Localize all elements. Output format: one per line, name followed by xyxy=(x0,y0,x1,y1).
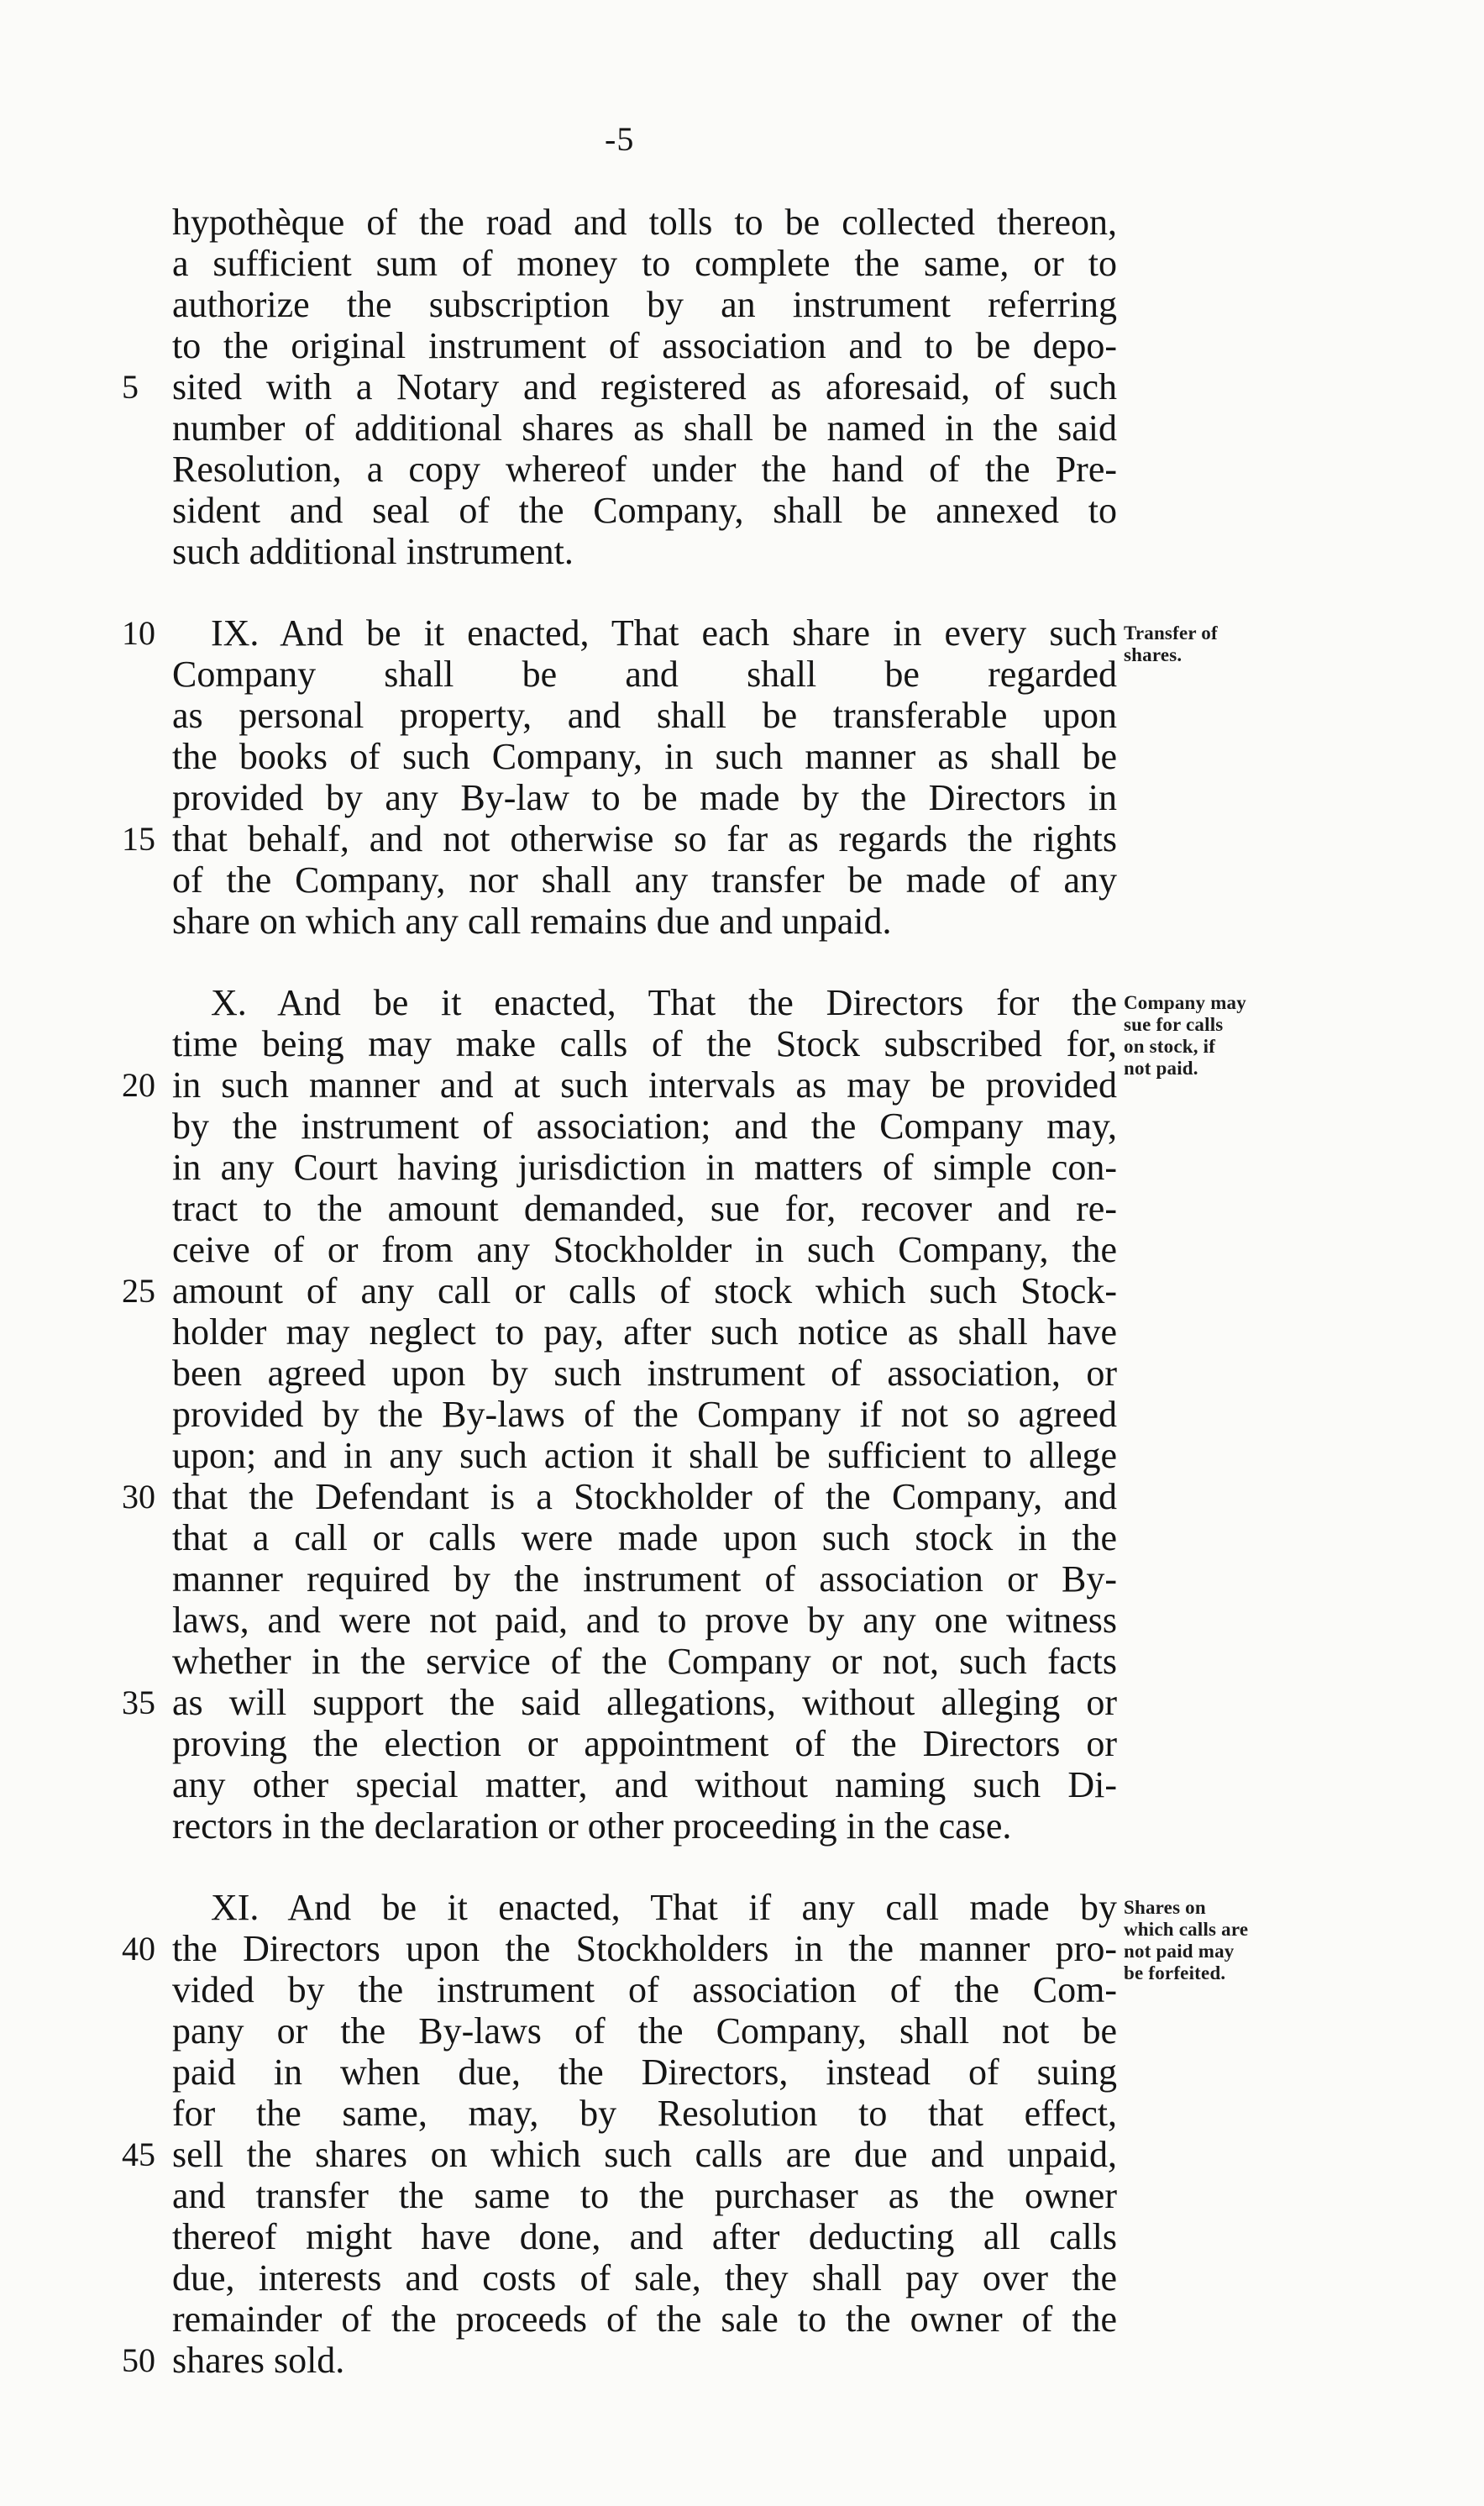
line-text: number of additional shares as shall be named in the said xyxy=(172,407,1117,449)
text-line xyxy=(172,1229,1117,1270)
line-text: by the instrument of association; and the Company may, xyxy=(172,1106,1117,1147)
line-text: in any Court having jurisdiction in matters of simple con- xyxy=(172,1147,1117,1188)
text-line xyxy=(172,531,1117,572)
text-line xyxy=(172,1558,1117,1600)
line-text: due, interests and costs of sale, they shall pay over the xyxy=(172,2257,1117,2298)
line-text: the books of such Company, in such manner as shall be xyxy=(172,736,1117,777)
page-number: -5 xyxy=(605,120,635,158)
line-text: provided by any By-law to be made by the Directors in xyxy=(172,777,1117,818)
line-number: 10 xyxy=(122,614,155,652)
text-line xyxy=(172,1435,1117,1476)
line-number: 45 xyxy=(122,2136,155,2173)
margin-note-line: on stock, if xyxy=(1124,1036,1216,1057)
line-text: sell the shares on which such calls are due and unpaid, xyxy=(172,2134,1117,2175)
line-text: as personal property, and shall be transferable upon xyxy=(172,695,1117,736)
margin-note-line: Shares on xyxy=(1124,1897,1206,1918)
text-line xyxy=(172,1641,1117,1682)
line-text: laws, and were not paid, and to prove by any one witness xyxy=(172,1600,1117,1641)
line-text: ceive of or from any Stockholder in such Company, the xyxy=(172,1229,1117,1270)
body-text xyxy=(122,202,1117,2381)
text-line xyxy=(172,1764,1117,1805)
text-line xyxy=(172,901,1117,942)
text-line xyxy=(172,1147,1117,1188)
margin-note-line: not paid. xyxy=(1124,1058,1198,1079)
text-line xyxy=(122,1476,1117,1517)
text-line xyxy=(172,859,1117,901)
text-line xyxy=(172,1394,1117,1435)
margin-note-line: shares. xyxy=(1124,644,1182,665)
text-line xyxy=(172,2175,1117,2216)
text-line xyxy=(172,490,1117,531)
line-text: provided by the By-laws of the Company if not so agreed xyxy=(172,1394,1117,1435)
line-text: any other special matter, and without naming such Di- xyxy=(172,1764,1117,1805)
margin-note-line: be forfeited. xyxy=(1124,1962,1226,1983)
text-line xyxy=(172,325,1117,366)
text-line xyxy=(122,2134,1117,2175)
line-text: rectors in the declaration or other proceeding in the case. xyxy=(172,1805,1012,1847)
line-text: sited with a Notary and registered as aforesaid, of such xyxy=(172,366,1117,407)
text-line xyxy=(172,736,1117,777)
line-text: upon; and in any such action it shall be sufficient to allege xyxy=(172,1435,1117,1476)
line-number: 15 xyxy=(122,820,155,858)
text-line xyxy=(172,2257,1117,2298)
text-line xyxy=(122,1682,1117,1723)
section-gap xyxy=(172,572,1117,612)
line-text: holder may neglect to pay, after such notice as shall have xyxy=(172,1311,1117,1353)
line-text: whether in the service of the Company or not, such facts xyxy=(172,1641,1117,1682)
line-text: of the Company, nor shall any transfer be made of any xyxy=(172,859,1117,901)
line-text: been agreed upon by such instrument of association, or xyxy=(172,1353,1117,1394)
text-line xyxy=(172,1311,1117,1353)
margin-note-line: Transfer of xyxy=(1124,623,1218,644)
line-number: 30 xyxy=(122,1478,155,1516)
line-text: that the Defendant is a Stockholder of the Company, and xyxy=(172,1476,1117,1517)
text-line xyxy=(172,2216,1117,2257)
line-text: share on which any call remains due and unpaid. xyxy=(172,901,892,942)
text-line xyxy=(172,2052,1117,2093)
line-text: hypothèque of the road and tolls to be collected thereon, xyxy=(172,202,1117,243)
line-text: vided by the instrument of association of the Com- xyxy=(172,1969,1117,2010)
line-text: XI. And be it enacted, That if any call made by xyxy=(211,1887,1117,1928)
text-line xyxy=(172,1106,1117,1147)
line-text: remainder of the proceeds of the sale to the owner of the xyxy=(172,2298,1117,2340)
text-line xyxy=(172,1517,1117,1558)
margin-note-line: Company may xyxy=(1124,992,1246,1013)
text-line xyxy=(172,2010,1117,2052)
line-number: 5 xyxy=(122,368,139,406)
line-text: manner required by the instrument of association or By- xyxy=(172,1558,1117,1600)
line-text: a sufficient sum of money to complete the same, or to xyxy=(172,243,1117,284)
line-number: 25 xyxy=(122,1272,155,1310)
margin-note-line: not paid may xyxy=(1124,1941,1235,1962)
text-line xyxy=(172,1723,1117,1764)
line-text: X. And be it enacted, That the Directors for the xyxy=(211,982,1117,1023)
text-line xyxy=(172,695,1117,736)
line-text: tract to the amount demanded, sue for, recover and re- xyxy=(172,1188,1117,1229)
line-text: proving the election or appointment of the Directors or xyxy=(172,1723,1117,1764)
line-text: thereof might have done, and after deducting all calls xyxy=(172,2216,1117,2257)
line-text: that behalf, and not otherwise so far as regards the rights xyxy=(172,818,1117,859)
text-line xyxy=(172,1805,1117,1847)
text-line xyxy=(122,2340,1117,2381)
line-number: 35 xyxy=(122,1684,155,1721)
text-line xyxy=(172,777,1117,818)
line-text: sident and seal of the Company, shall be annexed to xyxy=(172,490,1117,531)
line-text: shares sold. xyxy=(172,2340,345,2381)
text-line xyxy=(122,1928,1117,1969)
text-line xyxy=(172,1600,1117,1641)
text-line xyxy=(172,654,1117,695)
text-line xyxy=(172,243,1117,284)
line-text: authorize the subscription by an instrument referring xyxy=(172,284,1117,325)
line-text: such additional instrument. xyxy=(172,531,574,572)
text-line xyxy=(172,407,1117,449)
line-number: 20 xyxy=(122,1066,155,1104)
section-gap xyxy=(172,1847,1117,1887)
margin-note-line: which calls are xyxy=(1124,1919,1249,1940)
section-gap xyxy=(172,942,1117,982)
margin-note xyxy=(1124,992,1300,1080)
line-text: time being may make calls of the Stock subscribed for, xyxy=(172,1023,1117,1064)
line-text: Company shall be and shall be regarded xyxy=(172,654,1117,695)
text-line xyxy=(172,2298,1117,2340)
line-text: the Directors upon the Stockholders in the manner pro- xyxy=(172,1928,1117,1969)
text-line xyxy=(172,982,1117,1023)
line-text: pany or the By-laws of the Company, shall not be xyxy=(172,2010,1117,2052)
line-text: IX. And be it enacted, That each share in every such xyxy=(211,612,1117,654)
line-number: 40 xyxy=(122,1930,155,1967)
line-text: for the same, may, by Resolution to that effect, xyxy=(172,2093,1117,2134)
text-line xyxy=(172,449,1117,490)
text-line xyxy=(172,1023,1117,1064)
text-line xyxy=(122,366,1117,407)
margin-note xyxy=(1124,1897,1300,1984)
line-text: in such manner and at such intervals as may be provided xyxy=(172,1064,1117,1106)
line-text: that a call or calls were made upon such stock in the xyxy=(172,1517,1117,1558)
text-line xyxy=(122,612,1117,654)
line-text: amount of any call or calls of stock which such Stock- xyxy=(172,1270,1117,1311)
margin-note-line: sue for calls xyxy=(1124,1014,1224,1035)
line-text: to the original instrument of association and to be depo- xyxy=(172,325,1117,366)
text-line xyxy=(172,2093,1117,2134)
line-number: 50 xyxy=(122,2341,155,2379)
line-text: paid in when due, the Directors, instead of suing xyxy=(172,2052,1117,2093)
text-line xyxy=(172,1188,1117,1229)
margin-note xyxy=(1124,623,1300,666)
text-line xyxy=(172,202,1117,243)
line-text: and transfer the same to the purchaser as the owner xyxy=(172,2175,1117,2216)
text-line xyxy=(122,818,1117,859)
text-line xyxy=(122,1064,1117,1106)
text-line xyxy=(172,1969,1117,2010)
line-text: Resolution, a copy whereof under the hand of the Pre- xyxy=(172,449,1117,490)
text-line xyxy=(172,1353,1117,1394)
text-line xyxy=(122,1270,1117,1311)
line-text: as will support the said allegations, without alleging or xyxy=(172,1682,1117,1723)
text-line xyxy=(172,284,1117,325)
text-line xyxy=(172,1887,1117,1928)
